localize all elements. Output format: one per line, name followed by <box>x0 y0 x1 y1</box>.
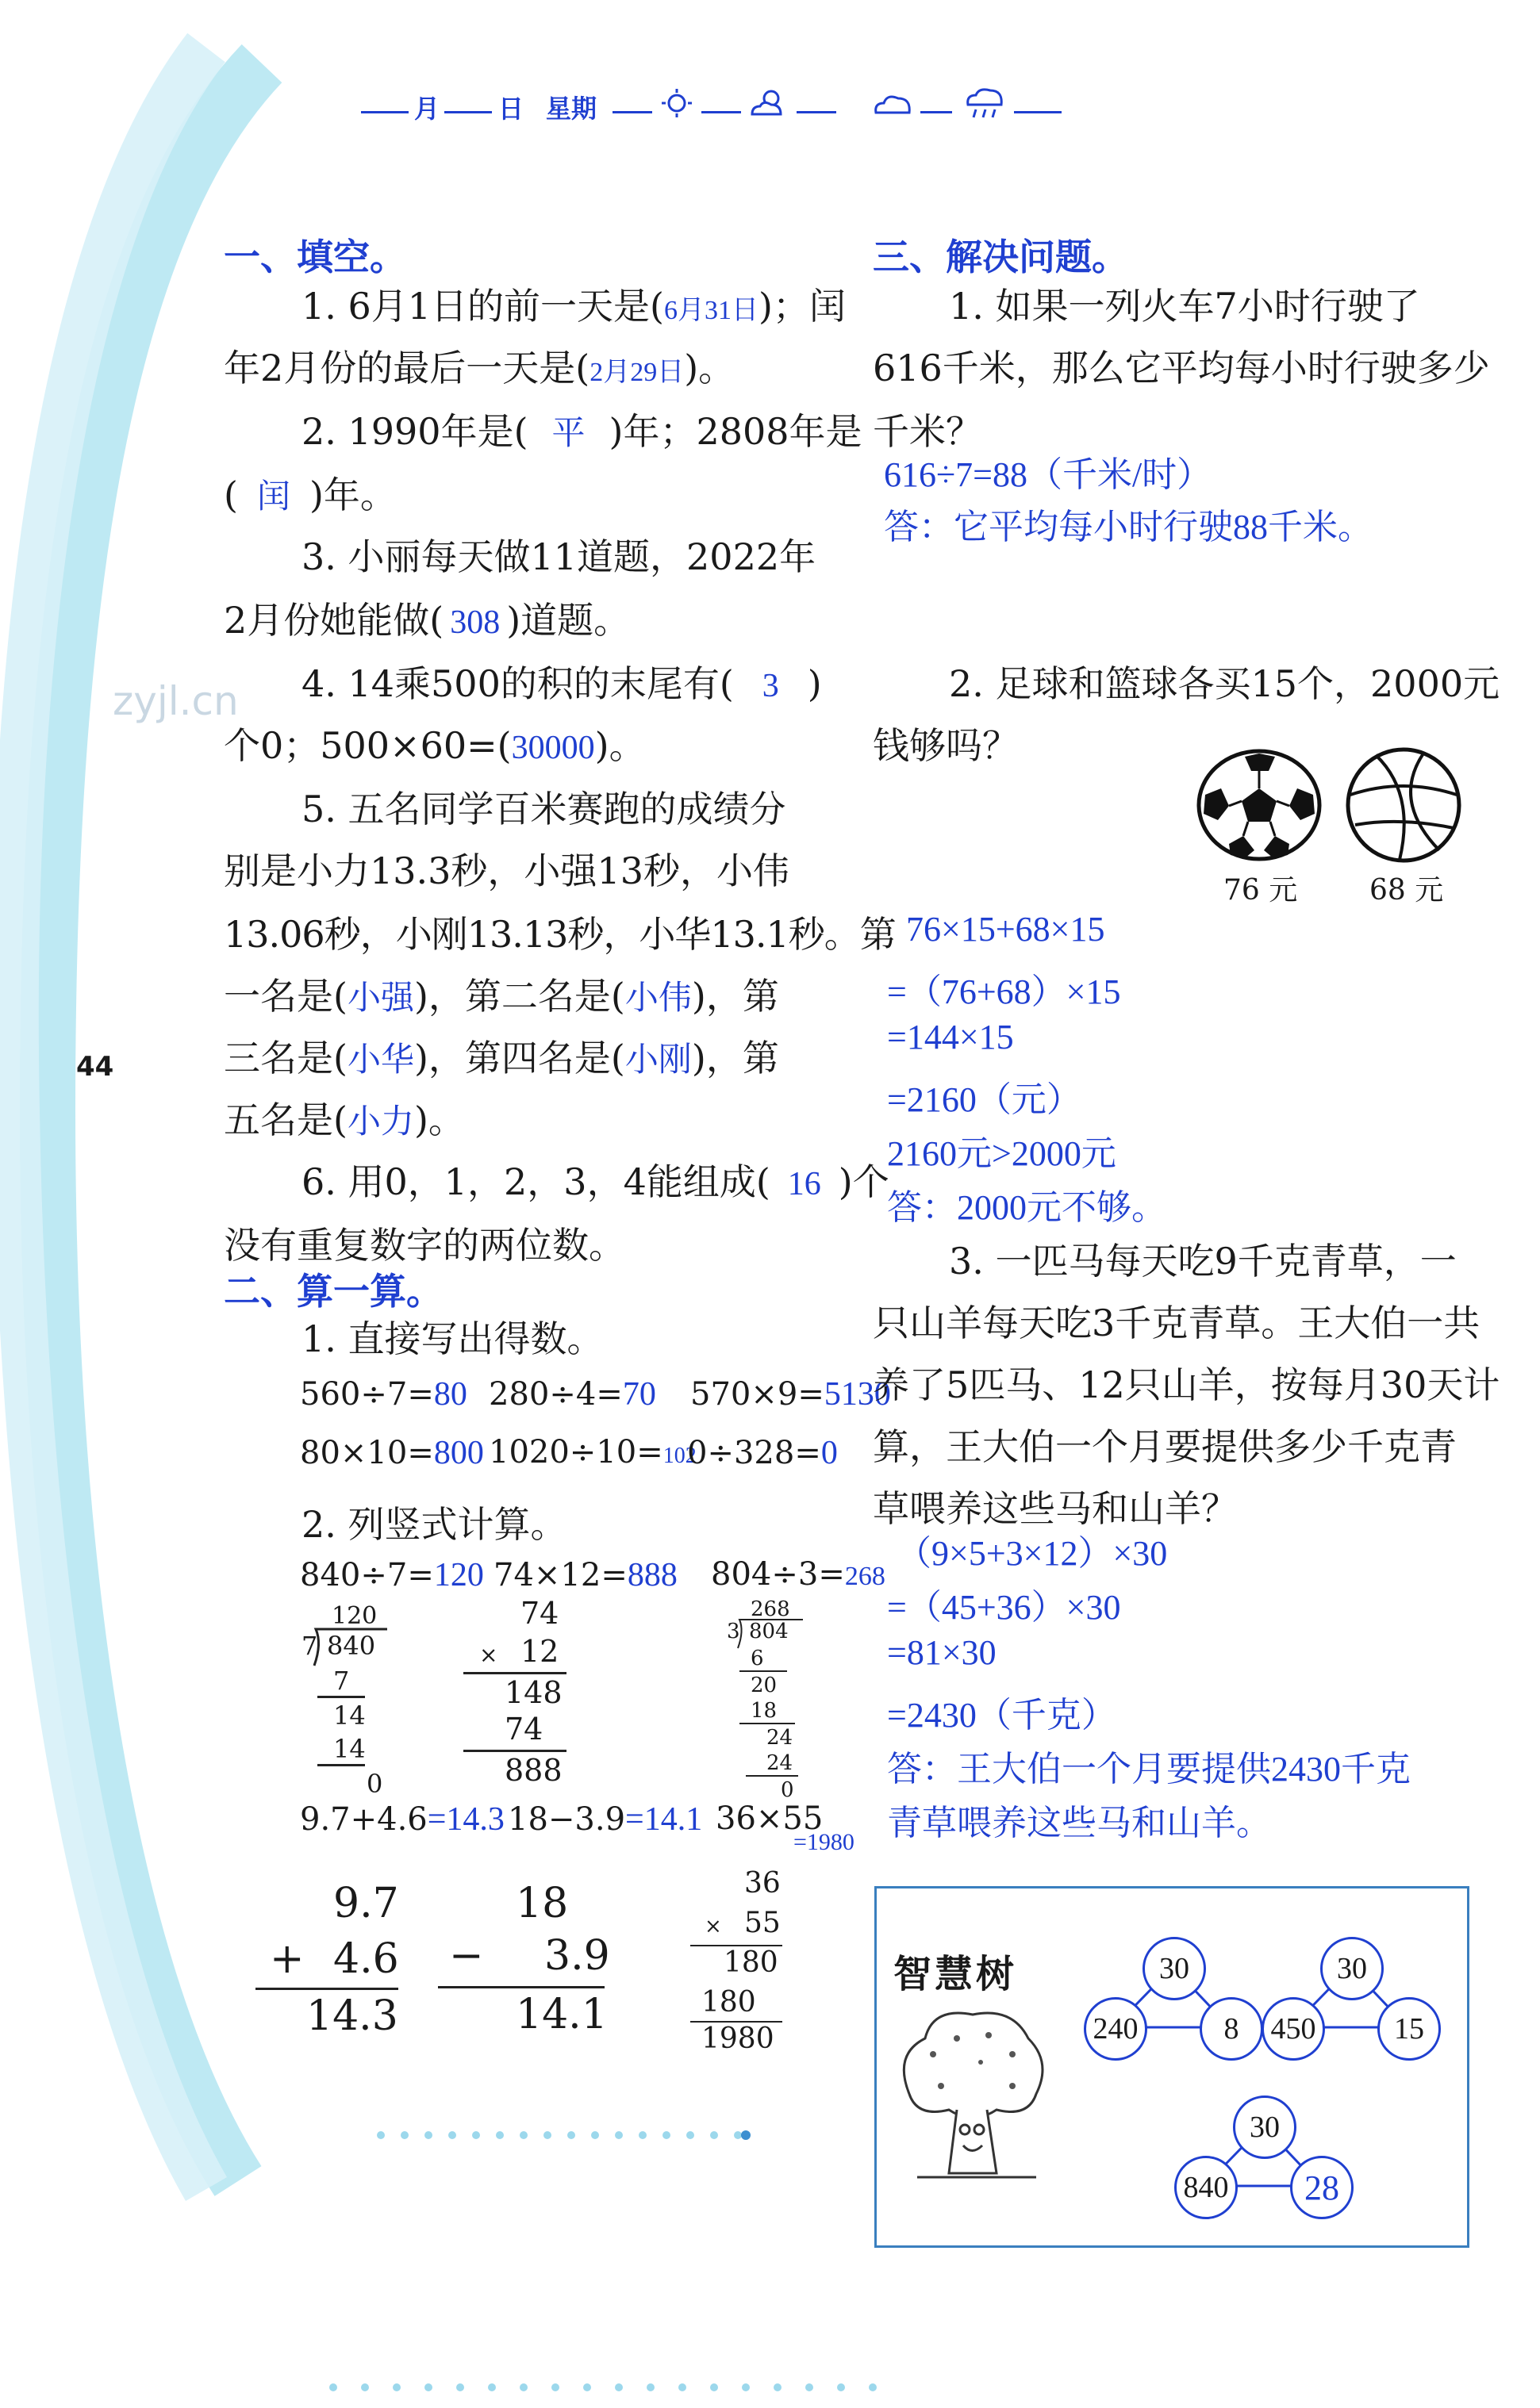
p1-line1: 1. 如果一列火车7小时行驶了 <box>949 285 1420 328</box>
watermark: zyjl.cn <box>113 678 239 724</box>
p3-line1: 3. 一匹马每天吃9千克青草，一 <box>949 1240 1457 1283</box>
q2-line1 <box>301 403 862 455</box>
direct-row1b <box>489 1375 656 1413</box>
q5-text: )，第 <box>691 975 779 1018</box>
q5-answer5: 小力 <box>347 1104 414 1141</box>
rule <box>746 1775 798 1777</box>
q5-text: 三名是( <box>224 1037 348 1079</box>
operator: × <box>479 1642 498 1668</box>
q3-text-b: )道题。 <box>506 599 631 642</box>
p2-answer2: =（76+68）×15 <box>887 972 1121 1011</box>
step: 18 <box>751 1699 778 1723</box>
q5-line3: 13.06秒，小刚13.13秒，小华13.1秒。第 <box>224 913 896 956</box>
p3-line3: 养了5匹马、12只山羊，按每月30天计 <box>873 1363 1500 1406</box>
expr-answer: =14.3 <box>427 1801 505 1838</box>
rule <box>739 1723 795 1724</box>
triangle-top: 30 <box>1233 2095 1296 2159</box>
basketball-price: 68 元 <box>1369 874 1444 907</box>
expr: 74×12= <box>493 1557 628 1593</box>
step: 20 <box>751 1674 778 1697</box>
p1-answer2: 答：它平均每小时行驶88千米。 <box>884 508 1373 546</box>
soccer-ball-icon <box>1194 747 1324 863</box>
direct-answer-label: 1. 直接写出得数。 <box>301 1317 604 1360</box>
sunny-icon <box>657 87 697 119</box>
q2-text-c: ( <box>224 474 238 516</box>
p2-answer5: 2160元>2000元 <box>887 1134 1116 1173</box>
triangle-left: 240 <box>1084 1997 1147 2061</box>
partial: 180 <box>724 1946 778 1979</box>
p3-line4: 算，王大伯一个月要提供多少千克青 <box>873 1425 1457 1468</box>
step: 6 <box>751 1647 764 1670</box>
q5-text: )。 <box>413 1099 465 1141</box>
header-weekday: 星期 <box>546 94 597 124</box>
operand: 4.6 <box>333 1935 399 1983</box>
expr: 0÷328= <box>687 1435 821 1471</box>
q1-text-b: )；闰 <box>758 285 846 328</box>
triangle-right-answer: 28 <box>1290 2156 1354 2219</box>
q2-answer2: 闰 <box>256 479 290 516</box>
quotient: 268 <box>751 1597 790 1621</box>
expr-answer: 5130 <box>824 1376 891 1413</box>
p3-line5: 草喂养这些马和山羊？ <box>873 1487 1238 1530</box>
triangle-right: 15 <box>1377 1997 1441 2061</box>
expr-answer: 102 <box>662 1444 697 1468</box>
q5-line2: 别是小力13.3秒，小强13秒，小伟 <box>224 849 789 892</box>
p3-answer5: 答：王大伯一个月要提供2430千克 <box>887 1750 1411 1789</box>
operand: 36 <box>744 1867 781 1900</box>
rule <box>739 1670 787 1672</box>
p1-answer1: 616÷7=88（千米/时） <box>884 455 1212 494</box>
q5-answer3: 小华 <box>347 1042 414 1079</box>
expr-answer: 800 <box>433 1435 484 1471</box>
divisor: 3 <box>727 1620 740 1643</box>
q3-text-a: 2月份她能做( <box>224 599 444 642</box>
q1-answer2: 2月29日 <box>590 358 685 387</box>
step: 0 <box>367 1769 383 1799</box>
q1-answer1: 6月31日 <box>664 296 758 325</box>
p2-line1: 2. 足球和篮球各买15个，2000元 <box>949 662 1500 705</box>
expr-answer: 80 <box>433 1376 467 1413</box>
expr-answer: 120 <box>433 1557 484 1593</box>
page-number: 44 <box>76 1051 114 1083</box>
q4-answer1: 3 <box>762 668 779 704</box>
step: 14 <box>333 1734 366 1764</box>
q5-text: )，第四名是( <box>413 1037 625 1079</box>
expr: 840÷7= <box>300 1557 434 1593</box>
partial: 180 <box>701 1986 756 2019</box>
operand: 3.9 <box>544 1932 610 1980</box>
direct-row2b <box>489 1434 697 1470</box>
date-blank <box>920 111 952 113</box>
rule <box>463 1672 566 1674</box>
p3-line2: 只山羊每天吃3千克青草。王大伯一共 <box>873 1302 1480 1344</box>
date-blank <box>361 111 409 113</box>
expr: 36×55 <box>716 1800 824 1837</box>
dividend: 804 <box>749 1620 789 1643</box>
p2-answer3: =144×15 <box>887 1018 1014 1056</box>
q5-line5 <box>224 1030 779 1082</box>
q4-text-b: ) <box>807 662 822 705</box>
sum: 14.3 <box>306 1992 398 2040</box>
q2-line2 <box>224 466 397 519</box>
p2-answer4: =2160（元） <box>887 1080 1081 1119</box>
header-month: 月 <box>414 94 440 124</box>
q4-line1 <box>301 655 822 707</box>
product: 1980 <box>701 2023 774 2055</box>
p3-answer2: =（45+36）×30 <box>887 1588 1121 1627</box>
q5-text: )，第二名是( <box>413 975 625 1018</box>
rule <box>438 1986 605 1988</box>
wisdom-tree-title: 智慧树 <box>893 1952 1018 1996</box>
expr-answer: =1980 <box>793 1829 854 1855</box>
section2-title: 二、算一算。 <box>224 1270 443 1313</box>
operator: × <box>705 1915 722 1938</box>
p2-answer1: 76×15+68×15 <box>906 910 1105 949</box>
q4-text-a: 4. 14乘500的积的末尾有( <box>301 662 734 705</box>
direct-row2c <box>687 1434 838 1472</box>
cloudy-icon <box>871 89 916 117</box>
q4-line2 <box>224 717 646 769</box>
operand: 12 <box>520 1634 559 1669</box>
vcalc-row1b <box>493 1556 678 1594</box>
q5-answer1: 小强 <box>347 980 414 1017</box>
date-blank <box>613 111 652 113</box>
q5-line6 <box>224 1091 465 1144</box>
operator: − <box>449 1932 484 1980</box>
partial: 148 <box>505 1675 563 1710</box>
date-blank <box>444 111 492 113</box>
expr-answer: 268 <box>844 1562 885 1591</box>
soccer-price: 76 元 <box>1223 874 1298 907</box>
q4-text-c: 个0；500×60=( <box>224 724 512 767</box>
p2-answer6: 答：2000元不够。 <box>887 1188 1166 1227</box>
q3-answer: 308 <box>450 604 501 641</box>
rain-icon <box>963 86 1008 121</box>
q2-text-a: 2. 1990年是( <box>301 410 528 453</box>
operator: + <box>270 1935 305 1983</box>
q6-line2: 没有重复数字的两位数。 <box>224 1224 625 1267</box>
q5-line4 <box>224 968 779 1020</box>
date-blank <box>797 111 836 113</box>
p1-line2: 616千米，那么它平均每小时行驶多少 <box>873 347 1490 389</box>
triangle-right: 8 <box>1200 1997 1263 2061</box>
p3-answer4: =2430（千克） <box>887 1696 1116 1735</box>
q6-text-b: )个 <box>838 1160 889 1203</box>
rule <box>463 1750 566 1752</box>
direct-row1 <box>300 1375 467 1413</box>
step: 7 <box>333 1666 350 1696</box>
vcalc-row2b <box>508 1800 702 1839</box>
operand: 9.7 <box>333 1880 399 1927</box>
rule <box>317 1696 365 1698</box>
section1-title: 一、填空。 <box>224 236 406 278</box>
date-blank <box>1014 111 1062 113</box>
expr: 18−3.9 <box>508 1801 626 1838</box>
quotient: 120 <box>332 1602 378 1630</box>
expr-answer: 888 <box>627 1557 678 1593</box>
tree-cartoon-icon <box>893 2007 1052 2189</box>
product: 888 <box>505 1753 563 1788</box>
difference: 14.1 <box>516 1991 608 2038</box>
expr: 280÷4= <box>489 1376 623 1413</box>
q4-text-d: )。 <box>594 724 646 767</box>
q1-text-c: 年2月份的最后一天是( <box>224 347 590 389</box>
q2-text-b: )年；2808年是 <box>609 410 862 453</box>
p3-answer1: （9×5+3×12）×30 <box>897 1534 1168 1573</box>
partly-cloudy-icon <box>747 87 792 119</box>
q1-line1 <box>301 278 846 330</box>
p3-answer6: 青草喂养这些马和山羊。 <box>887 1804 1271 1842</box>
q6-text-a: 6. 用0，1，2，3，4能组成( <box>301 1160 770 1203</box>
expr: 570×9= <box>690 1376 824 1413</box>
vertical-calc-label: 2. 列竖式计算。 <box>301 1503 567 1546</box>
step: 0 <box>781 1778 794 1802</box>
rule <box>255 1988 398 1990</box>
operand: 55 <box>744 1907 781 1939</box>
q1-text-d: )。 <box>684 347 735 389</box>
q5-text: 一名是( <box>224 975 348 1018</box>
operand: 18 <box>516 1880 569 1927</box>
q1-line2 <box>224 339 735 392</box>
dividend: 840 <box>327 1631 376 1661</box>
vcalc-row2 <box>300 1800 505 1839</box>
q5-answer2: 小伟 <box>624 980 692 1017</box>
step: 14 <box>333 1701 366 1731</box>
triangle-left: 450 <box>1262 1997 1325 2061</box>
expr: 80×10= <box>300 1435 434 1471</box>
q1-text-a: 1. 6月1日的前一天是( <box>301 285 664 328</box>
q5-text: 五名是( <box>224 1099 348 1141</box>
section3-title: 三、解决问题。 <box>873 236 1128 278</box>
date-blank <box>701 111 741 113</box>
q3-line1: 3. 小丽每天做11道题，2022年 <box>301 535 816 578</box>
expr: 804÷3= <box>711 1556 845 1593</box>
expr: 9.7+4.6 <box>300 1801 428 1838</box>
direct-row1c <box>690 1375 891 1413</box>
expr: 1020÷10= <box>489 1434 663 1470</box>
q6-line1 <box>301 1153 889 1206</box>
expr-answer: 70 <box>622 1376 656 1413</box>
q2-answer1: 平 <box>551 416 586 452</box>
divisor: 7 <box>301 1631 318 1661</box>
q5-line1: 5. 五名同学百米赛跑的成绩分 <box>301 788 786 830</box>
vcalc-row1c <box>711 1556 885 1593</box>
step: 24 <box>766 1751 793 1775</box>
direct-row2 <box>300 1434 484 1472</box>
basketball-icon <box>1344 746 1463 865</box>
step: 24 <box>766 1726 793 1750</box>
triangle-top: 30 <box>1143 1937 1206 2000</box>
vcalc-row1 <box>300 1556 484 1594</box>
expr: 560÷7= <box>300 1376 434 1413</box>
triangle-top: 30 <box>1320 1937 1384 2000</box>
header-day: 日 <box>498 94 524 124</box>
triangle-left: 840 <box>1174 2156 1238 2219</box>
rule <box>317 1764 365 1766</box>
expr-answer: =14.1 <box>625 1801 703 1838</box>
q3-line2 <box>224 592 630 644</box>
operand: 74 <box>520 1596 559 1631</box>
p3-answer3: =81×30 <box>887 1633 997 1672</box>
partial: 74 <box>505 1712 543 1747</box>
q5-answer4: 小刚 <box>624 1042 692 1079</box>
q6-answer: 16 <box>787 1166 821 1202</box>
q4-answer2: 30000 <box>511 730 595 766</box>
q5-text: )，第 <box>691 1037 779 1079</box>
p2-line2: 钱够吗？ <box>873 724 1019 767</box>
expr-answer: 0 <box>820 1435 838 1471</box>
q2-text-d: )年。 <box>309 474 397 516</box>
p1-line3: 千米？ <box>873 410 982 453</box>
